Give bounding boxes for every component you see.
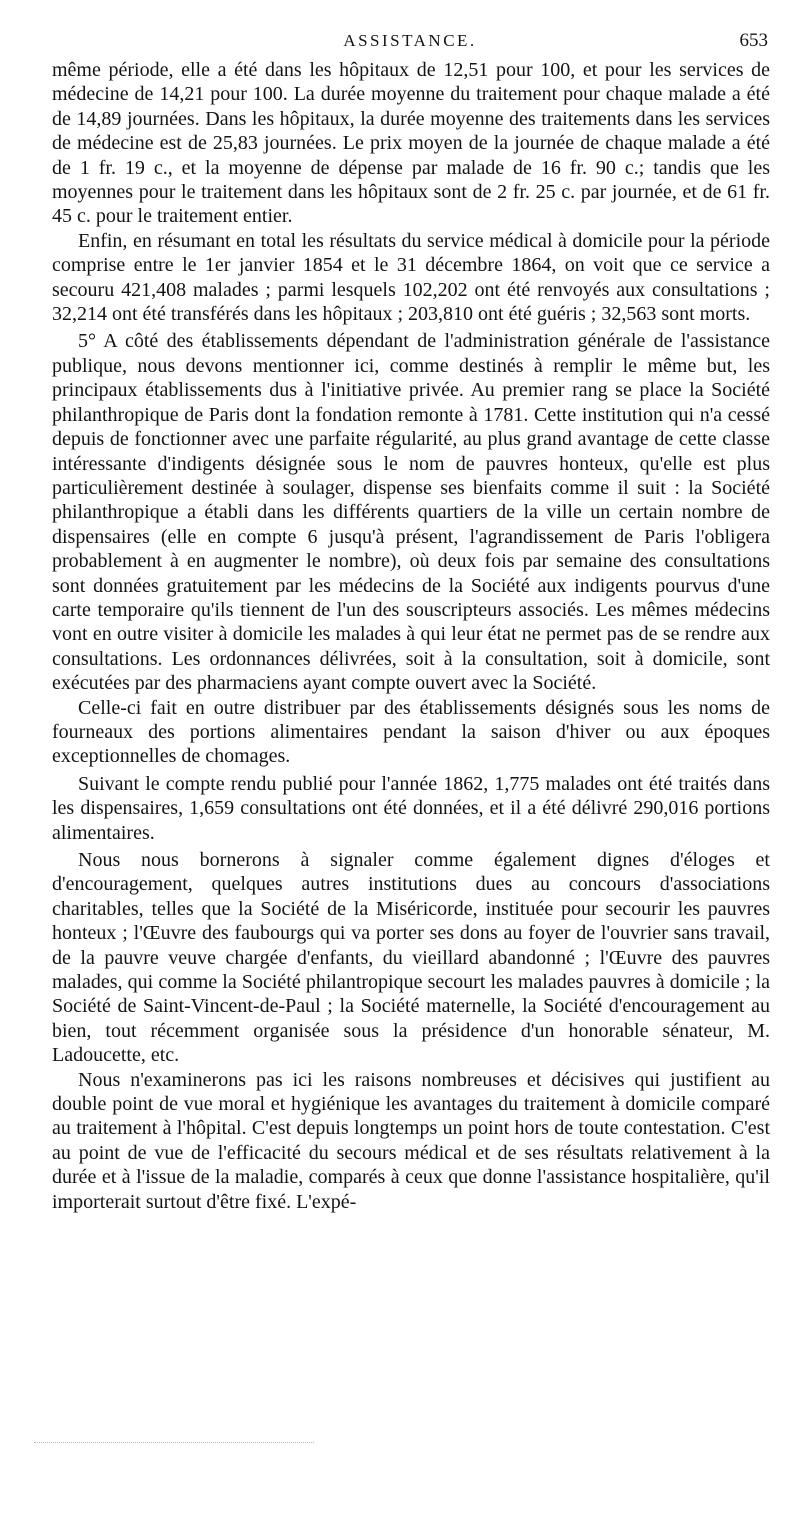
paragraph-societe-philanthropique: 5° A côté des établissements dépendant de l'administration générale de l'assistance publique, nous devons mentionner ici, comme destinés à remplir le même but, les principaux établissements dus à l'initiative privée. Au premier rang se place la Société philanthropique de Paris dont la fondation remonte à 1781. Cette institution qui n'a cessé depuis de fonctionner avec une parfaite régularité, au plus grand avantage de cette classe intéressante d'indigents désignée sous le nom de pauvres honteux, qu'elle est plus particulièrement destinée à soulager, dispense ses bienfaits comme il suit : la Société philanthropique a établi dans les différents quartiers de la ville un certain nombre de dispensaires (elle en compte 6 jusqu'à présent, l'agrandissement de Paris l'obligera probablement à en augmenter le nombre), où deux fois par semaine des consultations sont données gratuitement par les médecins de la Société aux indigents pourvus d'une carte temporaire qu'ils tiennent de l'un des souscripteurs associés. Les mêmes médecins vont en outre visiter à domicile les malades à qui leur état ne permet pas de se rendre aux consultations. Les ordonnances délivrées, soit à la consultation, soit à domicile, sont exécutées par des pharmaciens ayant compte ouvert avec la Société. [52,330,770,695]
body-text [52,58,770,1214]
paragraph-institutions: Nous nous bornerons à signaler comme également dignes d'éloges et d'encouragement, quelques autres institutions dues au concours d'associations charitables, telles que la Société de la Miséricorde, instituée pour secourir les pauvres honteux ; l'Œuvre des faubourgs qui va porter ses dons au foyer de l'ouvrier sans travail, de la pauvre veuve chargée d'enfants, du vieillard abandonné ; l'Œuvre des pauvres malades, qui comme la Société philantropique secourt les malades pauvres à domicile ; la Société de Saint-Vincent-de-Paul ; la Société maternelle, la Société d'encouragement au bien, tout récemment organisée sous la présidence d'un honorable sénateur, M. Ladoucette, etc. [52,849,770,1067]
page-number: 653 [739,30,768,51]
paragraph-traitement-domicile: Nous n'examinerons pas ici les raisons nombreuses et décisives qui justifient au double point de vue moral et hygiénique les avantages du traitement à domicile comparé au traitement à l'hôpital. C'est depuis longtemps un point hors de toute contestation. C'est au point de vue de l'efficacité du secours médical et de ses résultats relativement à la durée et à l'issue de la maladie, comparés à ceux que donne l'assistance hospitalière, qu'il importerait surtout d'être fixé. L'expé- [52,1068,770,1213]
paragraph-fourneaux: Celle-ci fait en outre distribuer par des établissements désignés sous les noms de fourneaux des portions alimentaires pendant la saison d'hiver ou aux époques exceptionnelles de chomages. [52,696,770,768]
running-header [52,28,768,54]
paragraph-compte-rendu: Suivant le compte rendu publié pour l'année 1862, 1,775 malades ont été traités dans les dispensaires, 1,659 consultations ont été données, et il a été délivré 290,016 portions alimentaires. [52,772,770,844]
paragraph-summary: Enfin, en résumant en total les résultats du service médical à domicile pour la période comprise entre le 1er janvier 1854 et le 31 décembre 1864, on voit que ce service a secouru 421,408 malades ; parmi lesquels 102,202 ont été renvoyés aux consultations ; 32,214 ont été transférés dans les hôpitaux ; 203,810 ont été guéris ; 32,563 sont morts. [52,229,770,326]
paragraph-continuation: même période, elle a été dans les hôpitaux de 12,51 pour 100, et pour les services de médecine de 14,21 pour 100. La durée moyenne du traitement pour chaque malade a été de 14,89 journées. Dans les hôpitaux, la durée moyenne des traitements dans les services de médecine est de 25,83 journées. Le prix moyen de la journée de chaque malade a été de 1 fr. 19 c., et la moyenne de dépense par malade de 16 fr. 90 c.; tandis que les moyennes pour le traitement dans les hôpitaux sont de 2 fr. 25 c. par journée, et de 61 fr. 45 c. pour le traitement entier. [52,59,770,228]
footer-dotted-rule [34,1442,314,1443]
running-title: ASSISTANCE. [343,31,477,50]
